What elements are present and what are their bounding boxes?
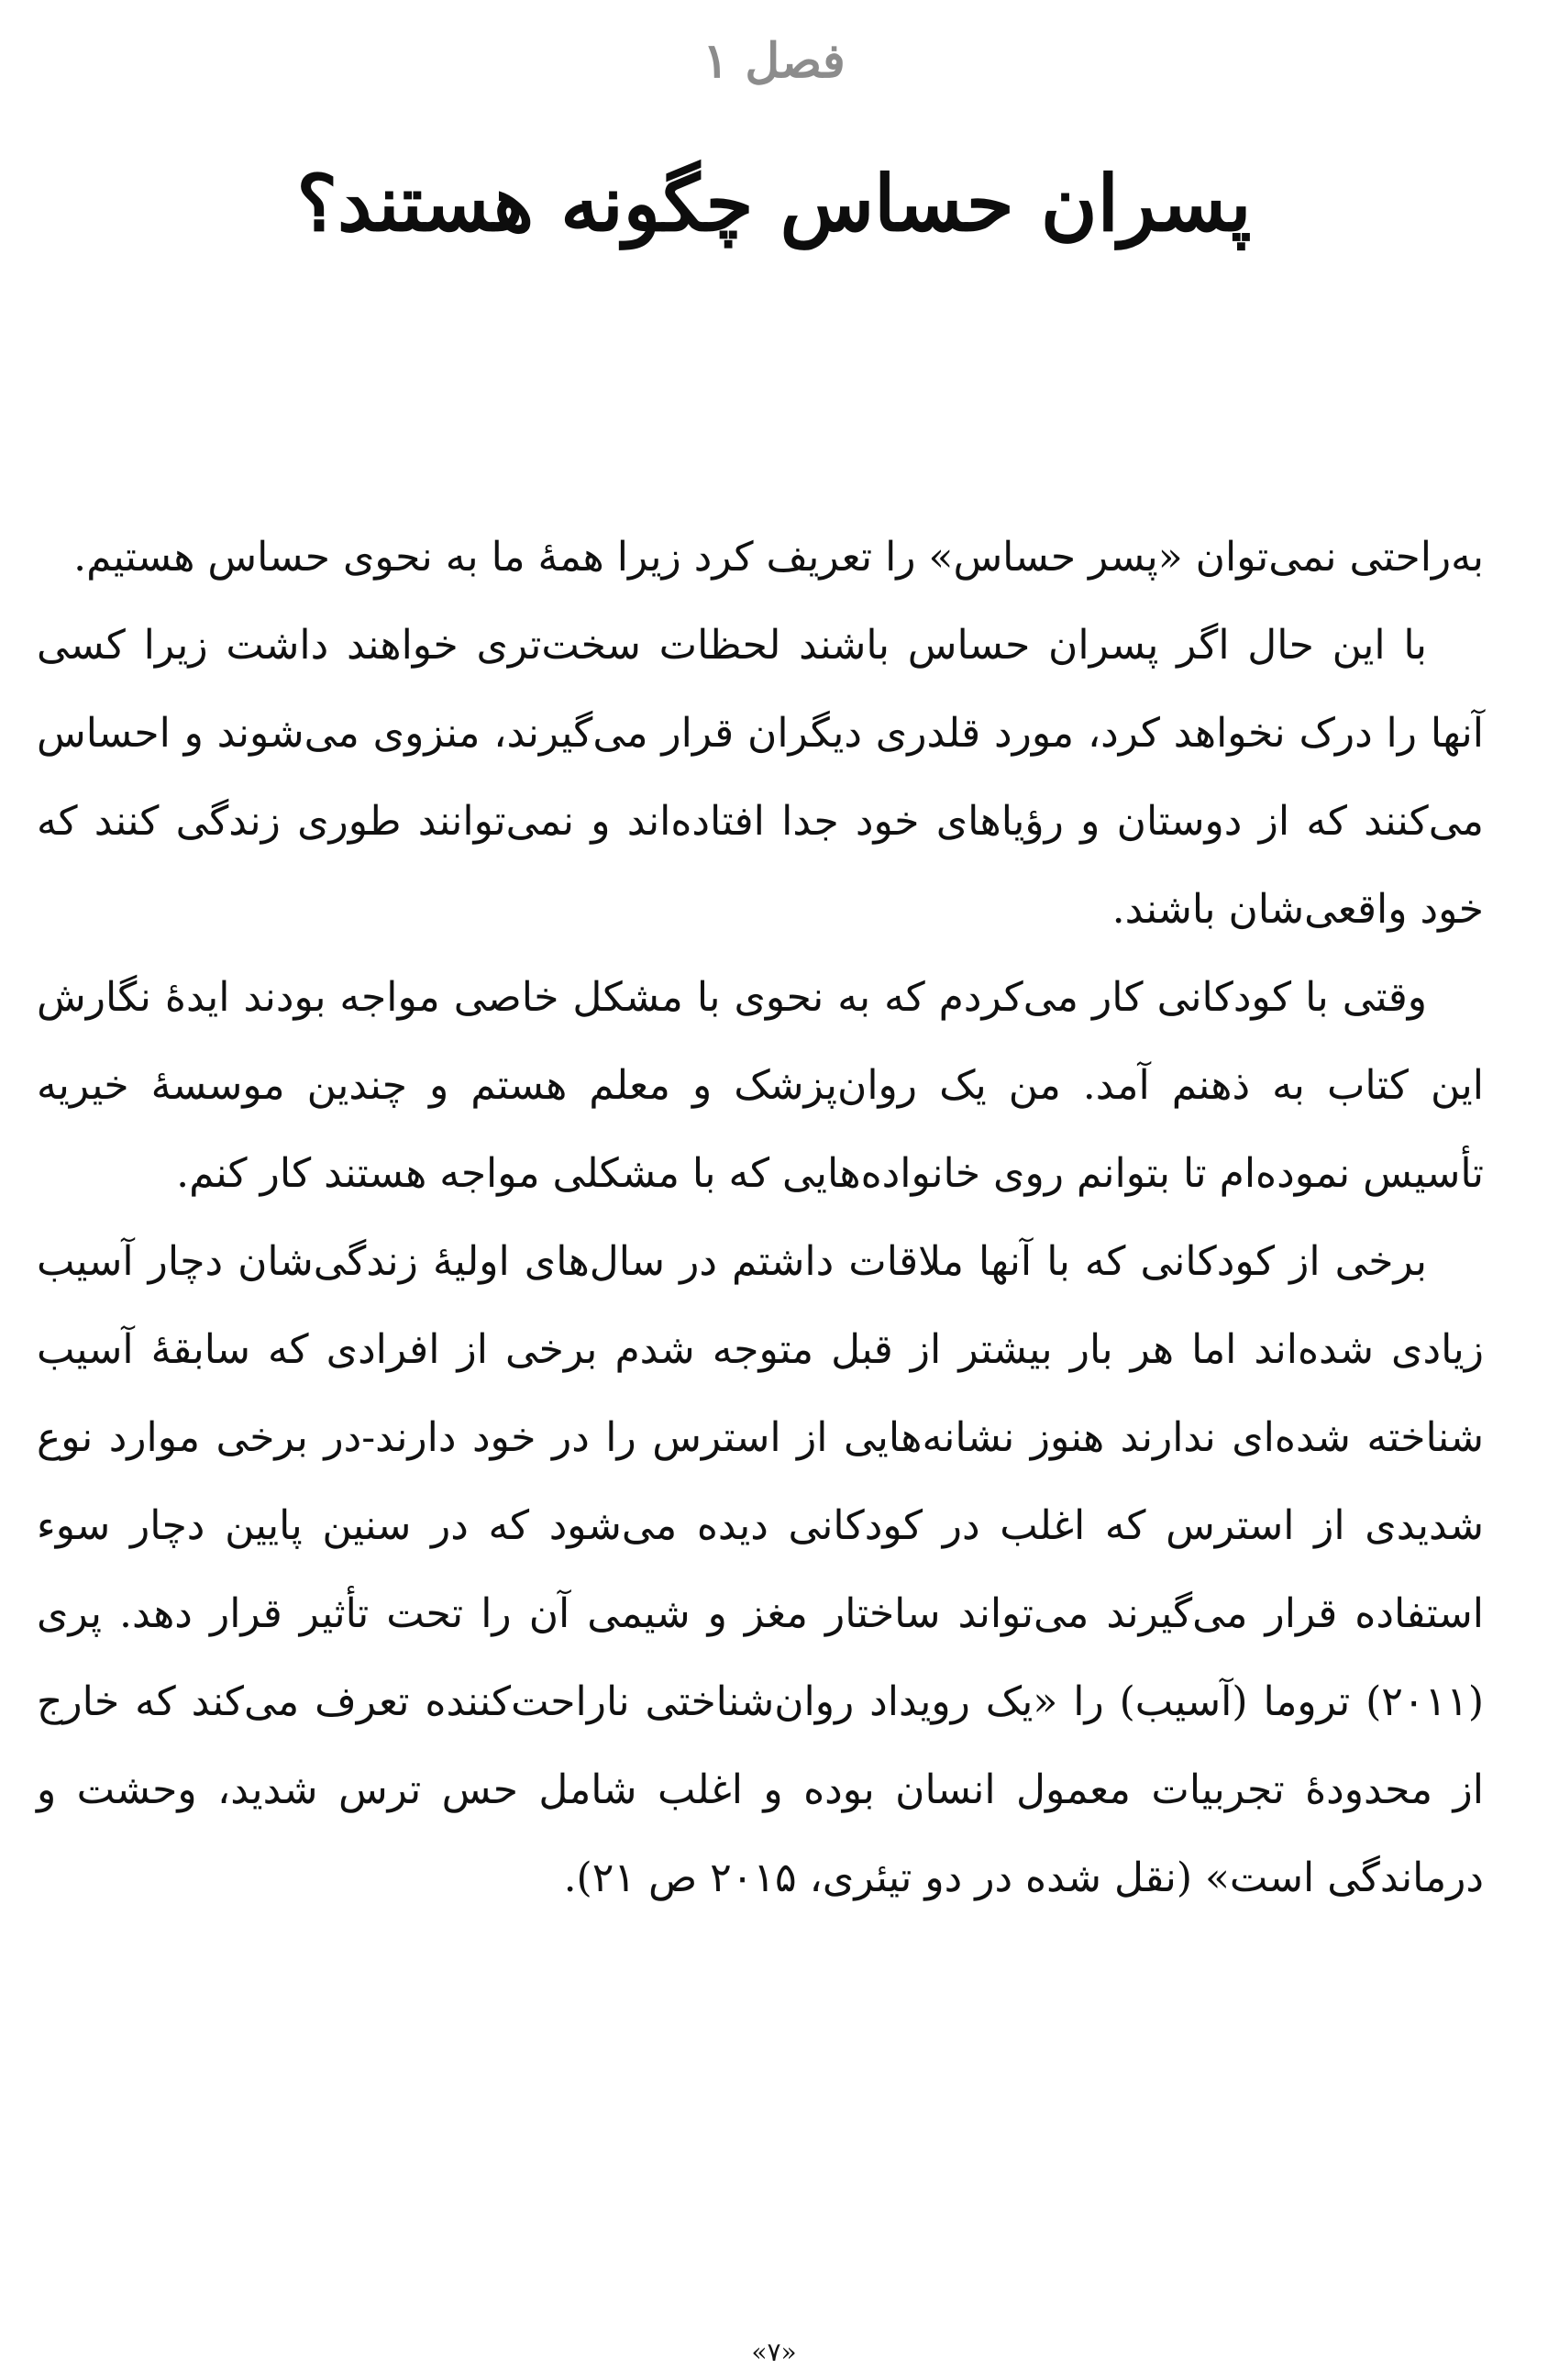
paragraph-1: به‌راحتی نمی‌توان «پسر حساس» را تعریف کرد زیرا همهٔ ما به نحوی حساس هستیم. — [73, 534, 1484, 581]
page-number: «۷» — [751, 2337, 797, 2367]
paragraph-2: با این حال اگر پسران حساس باشند لحظات سخت‌تری خواهند داشت زیرا کسی آنها را درک نخواهد کرد، مورد قلدری دیگران قرار می‌گیرند، منزوی می‌شوند و احساس می‌کنند که از دوستان و رؤیاهای خود جدا افتاده‌اند و نمی‌توانند طوری زندگی کنند که خود واقعی‌شان باشند. — [37, 622, 1484, 933]
chapter-title: پسران حساس چگونه هستند؟ — [296, 158, 1252, 249]
body-text — [37, 514, 1484, 1922]
chapter-label: فصل ۱ — [702, 33, 846, 89]
paragraph-4: برخی از کودکانی که با آنها ملاقات داشتم در سال‌های اولیهٔ زندگی‌شان دچار آسیب زیادی شده‌اند اما هر بار بیشتر از قبل متوجه شدم برخی از افرادی که سابقهٔ آسیب شناخته شده‌ای ندارند هنوز نشانه‌هایی از استرس را در خود دارند-در برخی موارد نوع شدیدی از استرس که اغلب در کودکانی دیده می‌شود که در سنین پایین دچار سوء استفاده قرار می‌گیرند می‌تواند ساختار مغز و شیمی آن را تحت تأثیر قرار دهد. پری (۲۰۱۱) تروما (آسیب) را «یک رویداد روان‌شناختی ناراحت‌کننده تعرف می‌کند که خارج از محدودهٔ تجربیات معمول انسان بوده و اغلب شامل حس ترس شدید، وحشت و درماندگی است» (نقل شده در دو تیئری، ۲۰۱۵ ص ۲۱). — [37, 1238, 1485, 1901]
paragraph-3: وقتی با کودکانی کار می‌کردم که به نحوی با مشکل خاصی مواجه بودند ایدهٔ نگارش این کتاب به ذهنم آمد. من یک روان‌پزشک و معلم هستم و چندین موسسهٔ خیریه تأسیس نموده‌ام تا بتوانم روی خانواده‌هایی که با مشکلی مواجه هستند کار کنم. — [37, 974, 1484, 1197]
